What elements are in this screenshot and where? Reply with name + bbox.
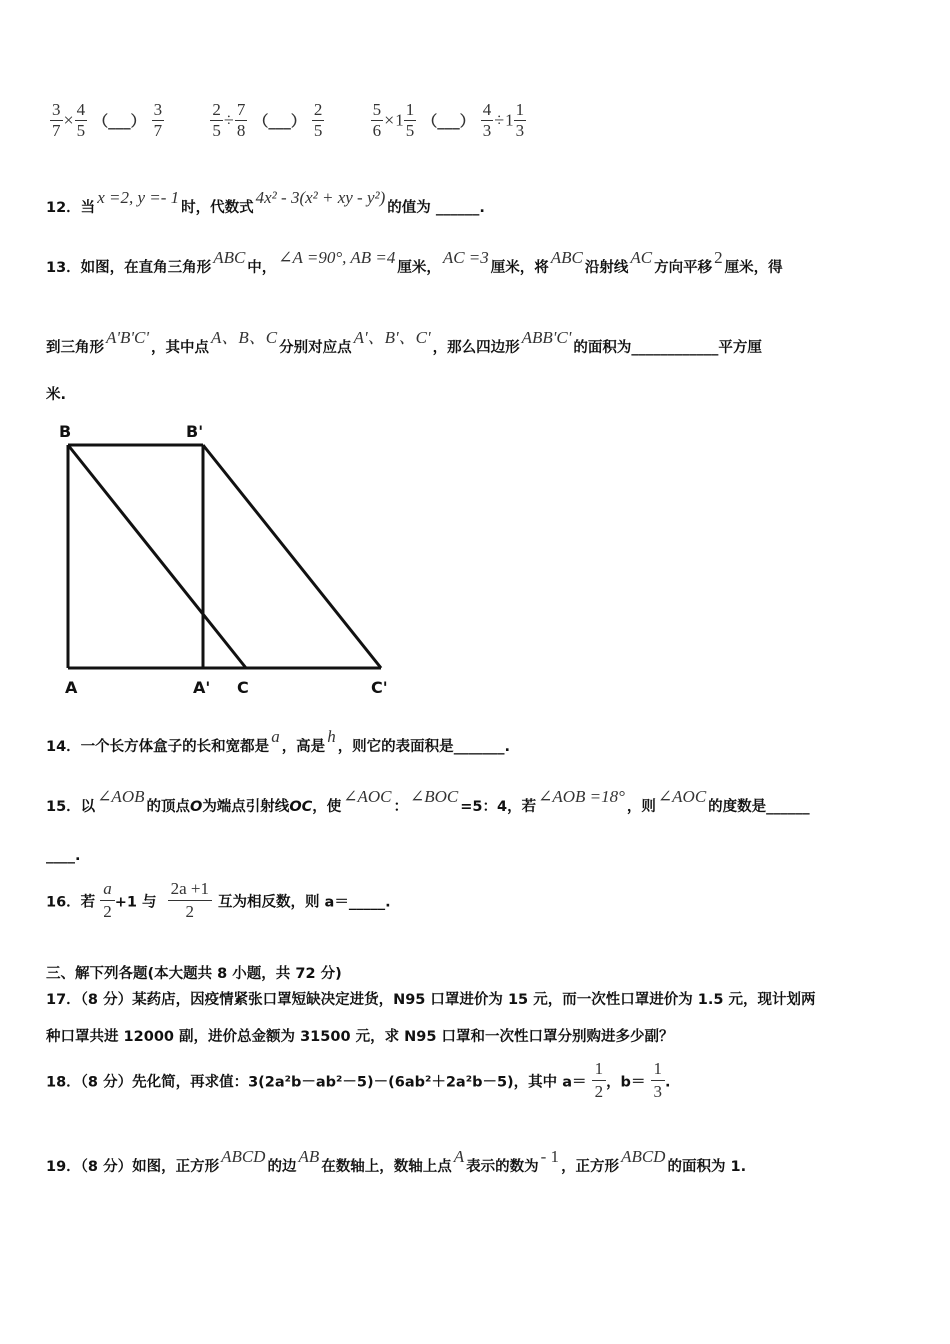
fraction: $\frac{4}{3}$ <box>482 100 492 140</box>
q11-compare-row <box>50 100 568 141</box>
fraction: $\frac{1}{3}$ <box>515 100 525 140</box>
question-13-line-3: 米. <box>46 387 67 403</box>
question-14: 14．一个长方体盒子的长和宽都是a，高是h，则它的表面积是_______. <box>46 727 510 755</box>
fraction: $\frac{3}{7}$ <box>153 100 163 140</box>
question-19: 19．（8 分）如图，正方形ABCD的边AB在数轴上，数轴上点A表示的数为- 1，正方形ABCD的面积为 1. <box>46 1147 747 1175</box>
question-13-line-2: 到三角形A'B'C'，其中点A、B、C分别对应点A'、B'、C'，那么四边形ABB'C'的面积为____________平方厘 <box>46 328 762 356</box>
fraction: $\frac{7}{8}$ <box>236 100 246 140</box>
operator: × <box>384 110 395 130</box>
q11-item-3 <box>371 100 527 141</box>
operator: × <box>63 110 74 130</box>
question-15-line-2 <box>46 848 81 864</box>
answer-blank[interactable]: （___） <box>253 112 306 130</box>
mixed-number: 1 $\frac{1}{3}$ <box>505 100 525 140</box>
operator: ÷ <box>494 110 505 130</box>
fraction: $\frac{5}{6}$ <box>372 100 382 140</box>
fraction: $\frac{a}{2}$ <box>100 878 115 923</box>
question-17-line-2: 种口罩共进 12000 副，进价总金额为 31500 元，求 N95 口罩和一次性口罩分别购进多少副？ <box>46 1029 674 1045</box>
answer-blank[interactable]: ____. <box>46 848 81 864</box>
fraction: $\frac{2a +1}{2}$ <box>168 878 212 923</box>
question-17-line-1: 17．（8 分）某药店，因疫情紧张口罩短缺决定进货，N95 口罩进价为 15 元，而一次性口罩进价为 1.5 元，现计划两 <box>46 992 816 1008</box>
segment-BC <box>68 445 246 668</box>
answer-blank[interactable]: _______ <box>453 739 505 755</box>
parallelogram-figure <box>56 418 396 703</box>
mixed-number: 1 $\frac{1}{5}$ <box>395 100 415 140</box>
label-B: B <box>59 422 72 441</box>
fraction: $\frac{2}{5}$ <box>313 100 323 140</box>
q11-item-2 <box>210 100 324 141</box>
question-13-line-1: 13．如图，在直角三角形ABC中，∠A =90°, AB =4厘米，AC =3厘米，将ABC沿射线AC方向平移2厘米，得 <box>46 248 783 276</box>
label-C: C <box>237 678 249 697</box>
label-B-prime: B' <box>186 422 204 441</box>
label-A: A <box>65 678 78 697</box>
fraction: $\frac{1}{3}$ <box>651 1058 666 1103</box>
segment-B1C1 <box>203 445 381 668</box>
fraction: $\frac{1}{2}$ <box>592 1058 607 1103</box>
label-C-prime: C' <box>371 678 388 697</box>
question-18: 18．（8 分）先化简，再求值：3(2a²b－ab²－5)－(6ab²＋2a²b－5)，其中 a＝ $\frac{1}{2}$ ，b＝ $\frac{1}{3}$ . <box>46 1059 671 1101</box>
answer-blank[interactable]: ____________ <box>631 340 719 356</box>
question-12: 12．当x =2, y =- 1时，代数式4x² - 3(x² + xy - y²)的值为 ______. <box>46 188 485 216</box>
fraction: $\frac{2}{5}$ <box>212 100 221 140</box>
label-A-prime: A' <box>193 678 211 697</box>
answer-blank[interactable]: （___） <box>422 112 475 130</box>
fraction: $\frac{3}{7}$ <box>52 100 61 140</box>
answer-blank[interactable]: ______ <box>435 200 480 216</box>
section-3-heading: 三、解下列各题(本大题共 8 小题，共 72 分) <box>46 966 342 982</box>
fraction: $\frac{1}{5}$ <box>405 100 415 140</box>
question-15-line-1: 15．以∠AOB的顶点O为端点引射线OC，使∠AOC：∠BOC=5：4，若∠AOB =18°，则∠AOC的度数是______ <box>46 787 810 815</box>
fraction: $\frac{4}{5}$ <box>76 100 86 140</box>
answer-blank[interactable]: （___） <box>93 112 146 130</box>
question-16: 16．若 $\frac{a}{2}$ +1 与 $\frac{2a +1}{2}$ 互为相反数，则 a＝_____. <box>46 879 391 921</box>
answer-blank[interactable]: _____ <box>348 894 386 911</box>
math-condition: x =2, y =- 1 <box>97 188 180 207</box>
operator: ÷ <box>223 110 234 130</box>
q11-item-1 <box>50 100 164 141</box>
math-expression: 4x² - 3(x² + xy - y²) <box>255 188 386 207</box>
answer-blank[interactable]: ______ <box>766 799 810 815</box>
